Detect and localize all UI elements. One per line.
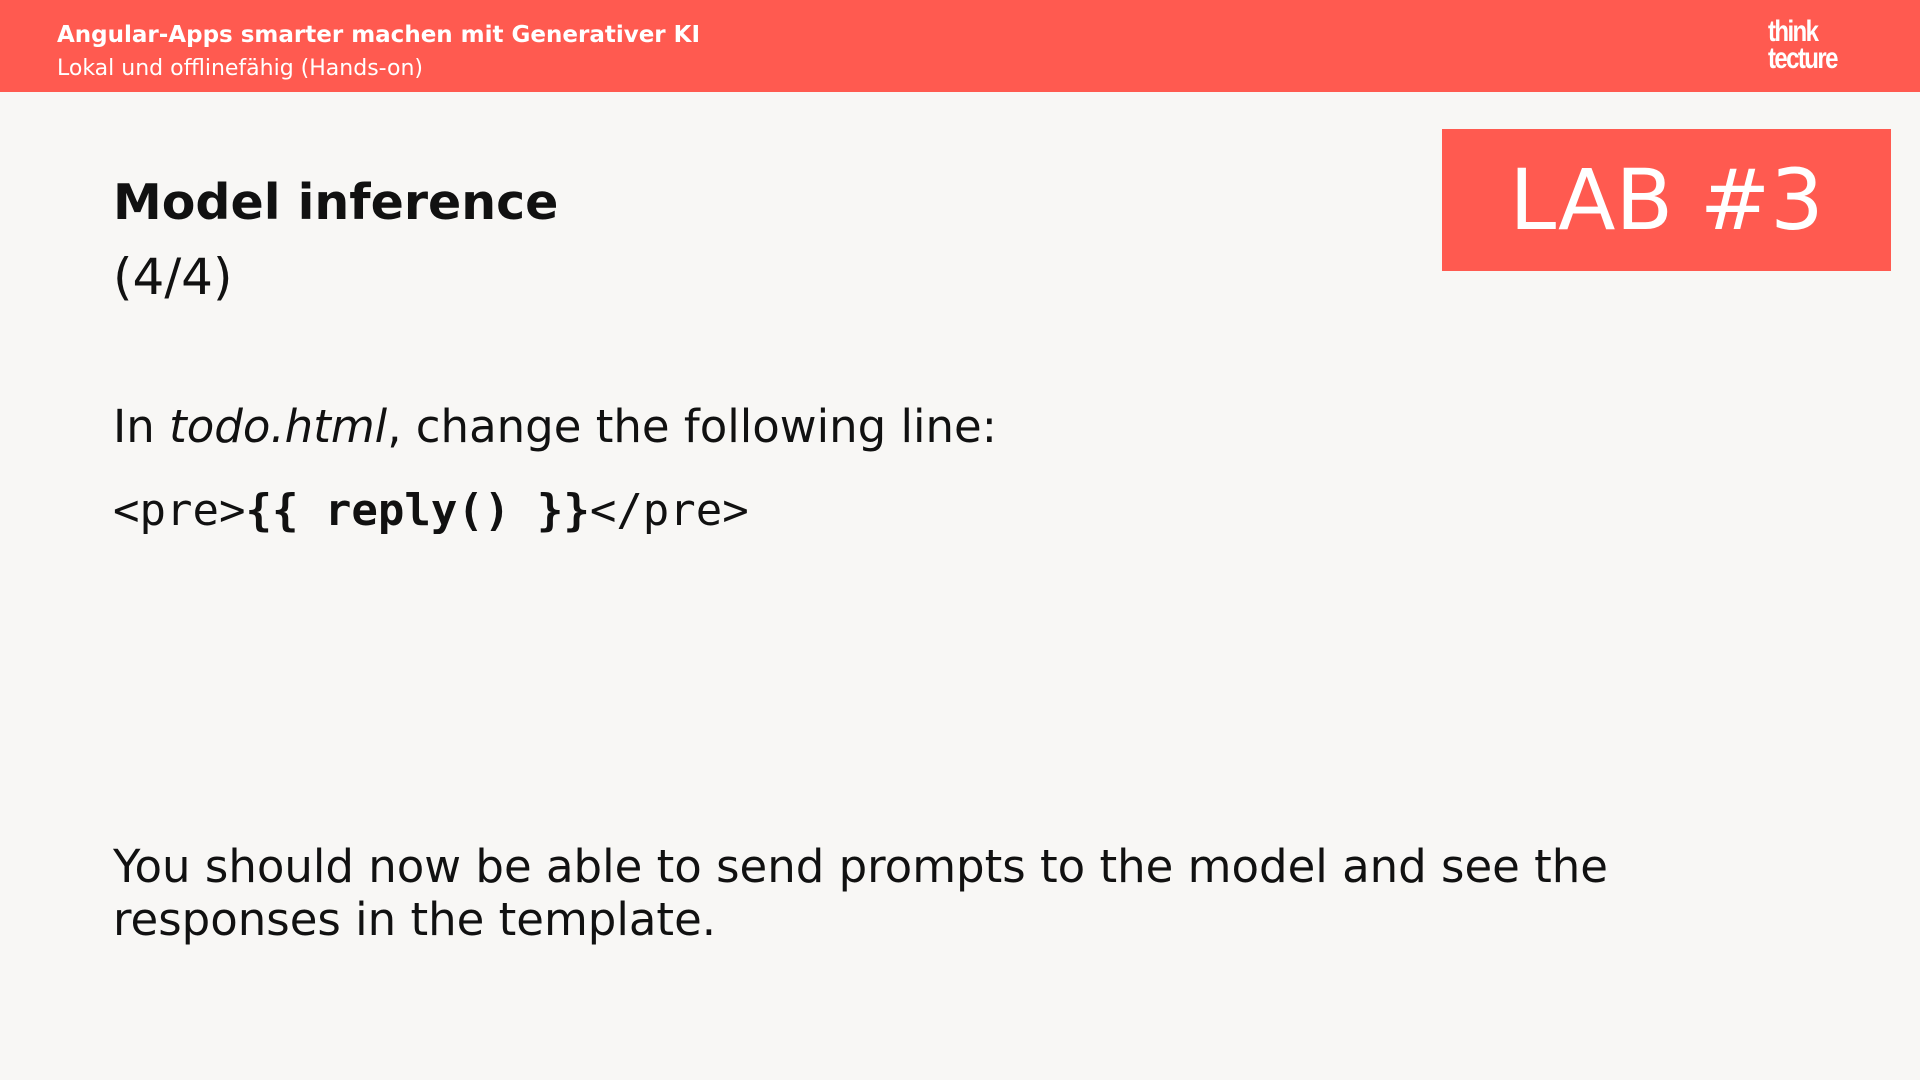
header-bar — [0, 0, 1920, 92]
instruction-text — [113, 400, 997, 453]
logo-line-think: think — [1768, 15, 1818, 48]
instruction-prefix: In — [113, 400, 170, 453]
result-description: You should now be able to send prompts to the model and see the responses in the template. — [113, 840, 1608, 946]
code-close-tag: </pre> — [589, 485, 749, 536]
slide-title: Model inference — [113, 174, 559, 231]
code-expression: {{ reply() }} — [245, 485, 590, 536]
presentation-title: Angular-Apps smarter machen mit Generativer KI — [57, 22, 701, 48]
instruction-suffix: , change the following line: — [387, 400, 997, 453]
instruction-filename: todo.html — [169, 400, 388, 453]
logo-line-tecture: tecture — [1768, 42, 1837, 75]
presentation-subtitle: Lokal und offlinefähig (Hands-on) — [57, 56, 423, 81]
thinktecture-logo — [1768, 15, 1837, 75]
code-open-tag: <pre> — [113, 485, 246, 536]
code-line — [113, 485, 749, 536]
lab-badge: LAB #3 — [1442, 129, 1891, 271]
slide-step-counter: (4/4) — [113, 248, 233, 306]
